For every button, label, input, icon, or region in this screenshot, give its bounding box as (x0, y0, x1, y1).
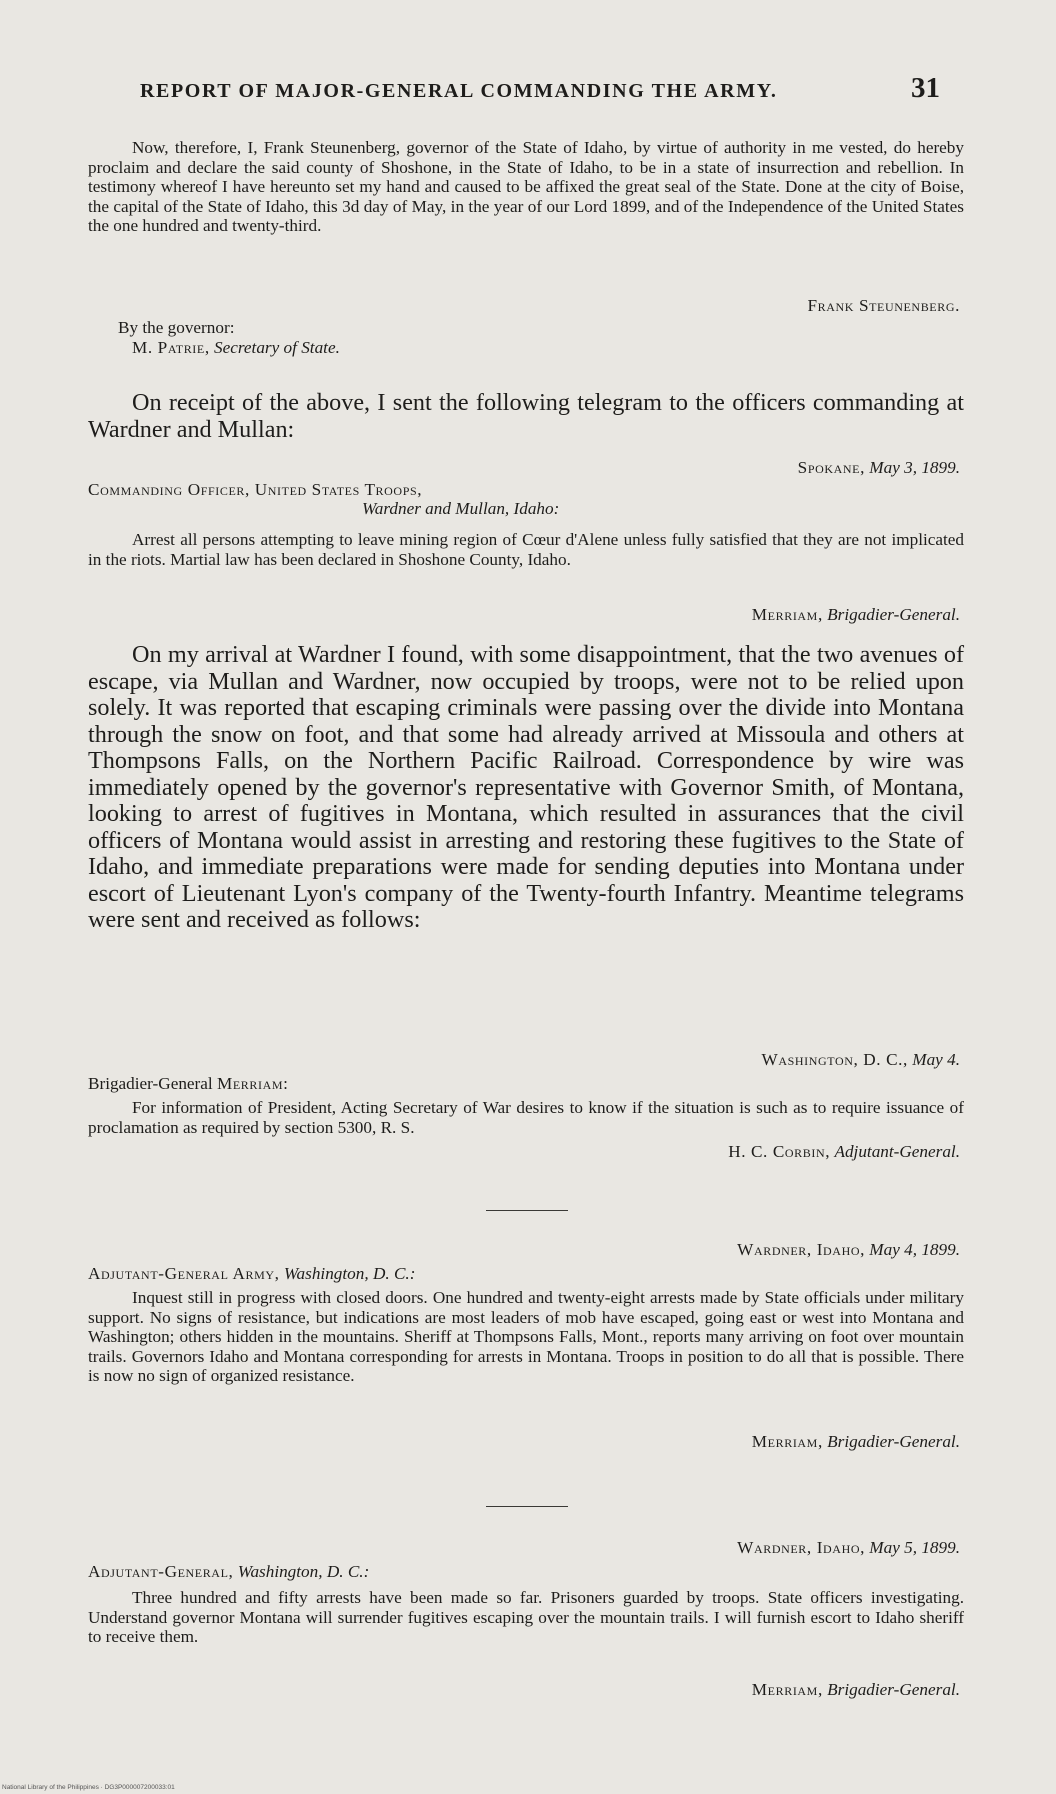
telegram2-date: May 4. (912, 1050, 960, 1069)
running-header (140, 72, 940, 112)
scan-footer: National Library of the Philippines · DG3P000007200033:01 (2, 1784, 175, 1791)
telegram1-sig-name: Merriam, (751, 605, 823, 624)
telegram2-signature (728, 1142, 960, 1162)
telegram1-dateline (798, 458, 960, 478)
telegram1-sig-title: Brigadier-General. (827, 605, 960, 624)
telegram3-body: Inquest still in progress with closed doors. One hundred and twenty-eight arrests made by State officials under military support. No signs of resistance, but indications are most leaders of mob have escaped, going east or west into Montana and Washington; others hidden in the mountains. Sheriff at Thompsons Falls, Mont., reports many arriving on foot over mountain trails. Governors Idaho and Montana corresponding for arrests in Montana. Troops in position to do all that is possible. There is now no sign of organized resistance. (88, 1288, 964, 1385)
telegram4-place: Wardner, Idaho, (737, 1538, 865, 1557)
attest-title: Secretary of State. (214, 338, 340, 357)
paragraph-receipt: On receipt of the above, I sent the following telegram to the officers commanding at Wardner and Mullan: (88, 389, 964, 443)
telegram1-date: May 3, 1899. (869, 458, 960, 477)
telegram2-address (88, 1074, 289, 1094)
telegram2-body: For information of President, Acting Secretary of War desires to know if the situation is such as to require issuance of proclamation as required by section 5300, R. S. (88, 1098, 964, 1137)
telegram2-address-rank: Brigadier-General (88, 1074, 213, 1093)
telegram4-body: Three hundred and fifty arrests have been made so far. Prisoners guarded by troops. State officers investigating. Understand governor Montana will surrender fugitives escaping over the mountain trails. I will furnish escort to Idaho sheriff to receive them. (88, 1588, 964, 1646)
telegram1-address-place: Wardner and Mullan, Idaho: (362, 499, 560, 518)
attestation (132, 338, 340, 358)
telegram4-signature (752, 1680, 960, 1700)
telegram3-date: May 4, 1899. (869, 1240, 960, 1259)
telegram3-sig-name: Merriam, (751, 1432, 823, 1451)
attest-name: M. Patrie, (132, 338, 210, 357)
telegram2-address-name: Merriam: (216, 1074, 289, 1093)
telegram4-address-place: Washington, D. C.: (237, 1562, 370, 1581)
telegram1-place: Spokane, (797, 458, 865, 477)
telegram2-place: Washington, D. C., (761, 1050, 908, 1069)
telegram2-sig-name: H. C. Corbin, (728, 1142, 831, 1161)
paragraph-arrival: On my arrival at Wardner I found, with some disappointment, that the two avenues of escape, via Mullan and Wardner, now occupied by troops, were not to be relied upon solely. It was reported that escaping criminals were passing over the divide into Montana through the snow on foot, and that some had already arrived at Missoula and others at Thompsons Falls, on the Northern Pacific Railroad. Correspondence by wire was immediately opened by the governor's representative with Governor Smith, of Montana, looking to arrest of fugitives in Montana, which resulted in assurances that the civil officers of Montana would assist in arresting and restoring these fugitives to the State of Idaho, and immediate preparations were made for sending deputies into Montana under escort of Lieutenant Lyon's company of the Twenty-fourth Infantry. Meantime telegrams were sent and received as follows: (88, 641, 964, 933)
by-governor-line: By the governor: (118, 318, 235, 337)
telegram2-dateline (762, 1050, 961, 1070)
telegram4-address-name: Adjutant-General, (88, 1562, 234, 1581)
telegram4-address (88, 1562, 369, 1582)
telegram3-signature (752, 1432, 960, 1452)
telegram4-dateline (737, 1538, 960, 1558)
telegram3-dateline (737, 1240, 960, 1260)
section-divider (486, 1210, 568, 1211)
page-number: 31 (911, 72, 940, 104)
telegram3-address-name: Adjutant-General Army, (88, 1264, 280, 1283)
telegram4-date: May 5, 1899. (869, 1538, 960, 1557)
telegram4-sig-name: Merriam, (751, 1680, 823, 1699)
section-divider (486, 1506, 568, 1507)
telegram2-sig-title: Adjutant-General. (834, 1142, 960, 1161)
telegram3-sig-title: Brigadier-General. (827, 1432, 960, 1451)
proclamation-signature: Frank Steunenberg. (807, 296, 960, 315)
telegram1-address: Commanding Officer, United States Troops, (88, 480, 423, 499)
telegram3-address (88, 1264, 415, 1284)
telegram3-address-place: Washington, D. C.: (283, 1264, 416, 1283)
telegram1-body: Arrest all persons attempting to leave mining region of Cœur d'Alene unless fully satisfied that they are not implicated in the riots. Martial law has been declared in Shoshone County, Idaho. (88, 530, 964, 569)
telegram1-signature (752, 605, 960, 625)
running-title: REPORT OF MAJOR-GENERAL COMMANDING THE ARMY. (140, 80, 778, 102)
telegram3-place: Wardner, Idaho, (737, 1240, 865, 1259)
telegram4-sig-title: Brigadier-General. (827, 1680, 960, 1699)
proclamation-text: Now, therefore, I, Frank Steunenberg, governor of the State of Idaho, by virtue of authority in me vested, do hereby proclaim and declare the said county of Shoshone, in the State of Idaho, to be in a state of insurrection and rebellion. In testimony whereof I have hereunto set my hand and caused to be affixed the great seal of the State. Done at the city of Boise, the capital of the State of Idaho, this 3d day of May, in the year of our Lord 1899, and of the Independence of the United States the one hundred and twenty-third. (88, 138, 964, 235)
